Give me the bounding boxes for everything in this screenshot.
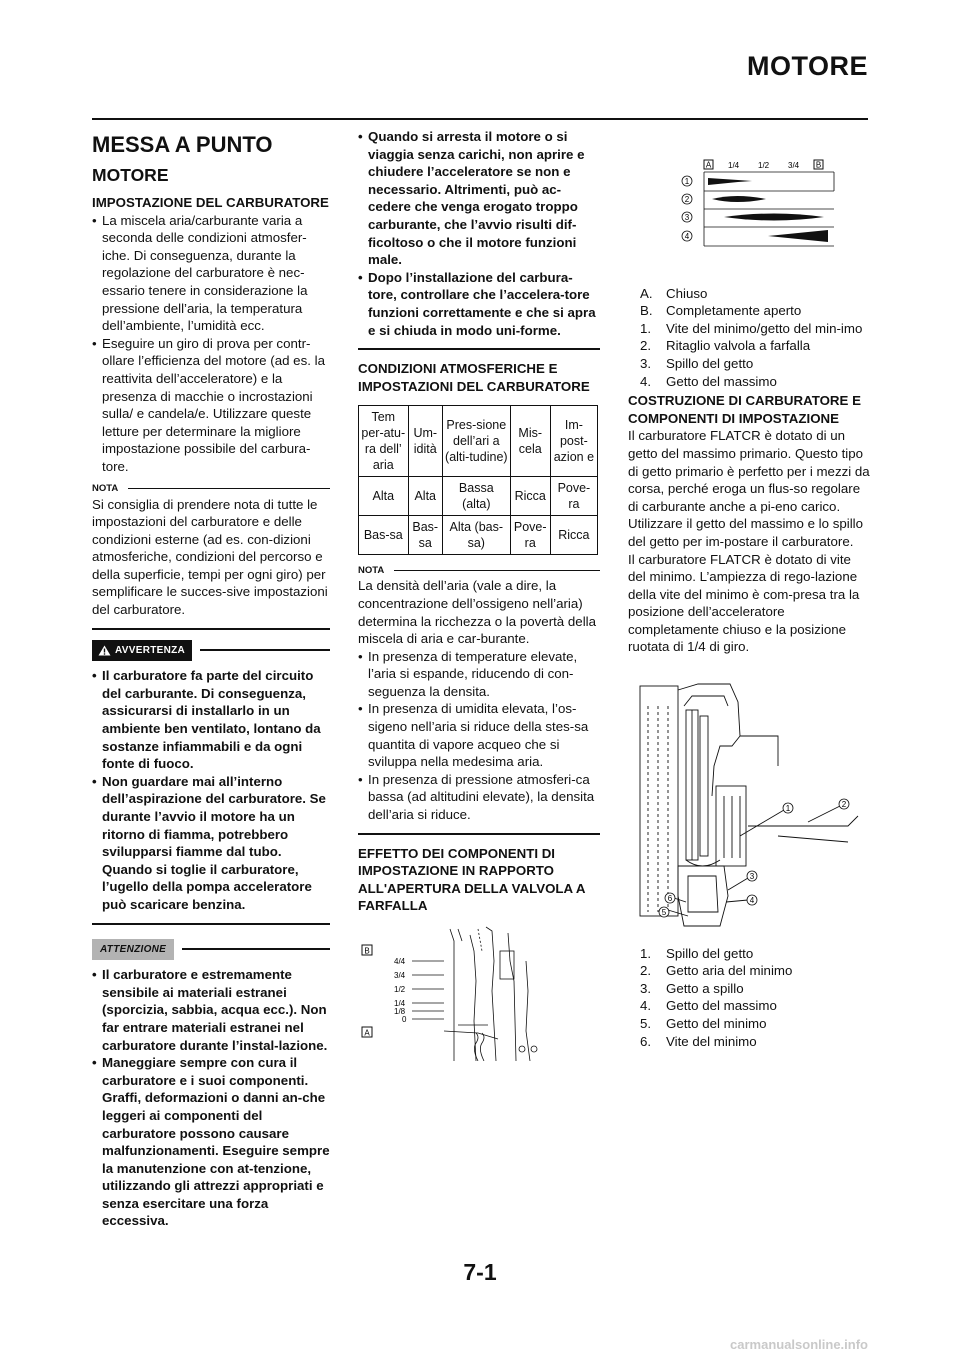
svg-text:B: B bbox=[364, 946, 370, 956]
divider bbox=[358, 348, 600, 350]
list-item: 4. Getto del massimo bbox=[640, 373, 777, 389]
jet-range-chart bbox=[664, 156, 874, 276]
caution-list bbox=[92, 966, 330, 1230]
list-item: • Eseguire un giro di prova per contr-ollare l’efficienza del motore (ad es. la reattivita dell’acceleratore) e la presenza di macchie o incrostazioni sulla/ e candela/e. Utilizzare queste letture per determinare la migliore impostazione possibile del carbura-tore. bbox=[92, 335, 330, 476]
list-item: 1. Spillo del getto bbox=[640, 945, 754, 961]
construction-heading: COSTRUZIONE DI CARBURATORE E COMPONENTI DI IMPOSTAZIONE bbox=[628, 393, 861, 426]
svg-text:3: 3 bbox=[749, 872, 755, 882]
list-item: • La miscela aria/carburante varia a seconda delle condizioni atmosfer-iche. Di conseguenza, durante la regolazione del carburatore è nec-essario tenere in considerazione la pressione dell’aria, la temperatura dell’ambiente, l’umidità ecc. bbox=[92, 212, 330, 335]
divider bbox=[92, 923, 330, 925]
note-text: La densità dell’aria (vale a dire, la concentrazione dell’ossigeno nell’aria) determina la ricchezza o la povertà della miscela di aria e car-burante. bbox=[358, 578, 596, 647]
caution-list-cont bbox=[358, 128, 600, 339]
table-cell: Tem per-atu-ra dell’ aria bbox=[359, 406, 409, 477]
svg-text:1/4: 1/4 bbox=[728, 161, 740, 170]
subtitle: MOTORE bbox=[92, 165, 169, 185]
table-cell: Im-post-azion e bbox=[550, 406, 597, 477]
svg-text:1/8: 1/8 bbox=[394, 1007, 406, 1016]
warning-triangle-icon bbox=[98, 645, 111, 656]
list-item: • Dopo l’installazione del carbura-tore, controllare che l’accelera-tore funzioni correttamente e che si apra e si chiuda in modo uni-forme. bbox=[358, 269, 600, 339]
svg-text:1/2: 1/2 bbox=[394, 985, 406, 994]
svg-text:5: 5 bbox=[661, 908, 667, 918]
table-cell: Bas-sa bbox=[359, 516, 409, 555]
note-label: NOTA bbox=[358, 564, 385, 576]
svg-text:4: 4 bbox=[684, 232, 690, 241]
table-cell: Bas-sa bbox=[408, 516, 442, 555]
carb-heading: IMPOSTAZIONE DEL CARBURATORE bbox=[92, 195, 329, 210]
chart-legend bbox=[638, 285, 870, 391]
throttle-opening-diagram bbox=[358, 921, 568, 1061]
section-title: MOTORE bbox=[746, 51, 868, 81]
table-cell: Pres-sione dell’ari a (alti-tudine) bbox=[442, 406, 510, 477]
paragraph: Il carburatore FLATCR è dotato di un getto del massimo primario. Questo tipo di getto primario è perfetto per i mezzi da corsa, perché eroga un flus-so regolare di carburante anche a pi-eno carico. Utilizzare il getto del massimo e lo spillo del getto per im-postare il carburatore. bbox=[628, 428, 870, 549]
note-header bbox=[92, 482, 330, 496]
table-row bbox=[359, 516, 598, 555]
svg-text:B: B bbox=[815, 160, 822, 170]
warning-badge: AVVERTENZA bbox=[92, 640, 192, 662]
table-header-row bbox=[359, 406, 598, 477]
svg-text:3: 3 bbox=[684, 213, 690, 222]
svg-text:3/4: 3/4 bbox=[394, 971, 406, 980]
atm-heading: CONDIZIONI ATMOSFERICHE E IMPOSTAZIONI DEL CARBURATORE bbox=[358, 361, 590, 394]
list-item: • Il carburatore e estremamente sensibile ai materiali estranei (sporcizia, sabbia, acqua ecc.). Non far entrare materiali estranei nel carburatore durante l’instal-lazione. bbox=[92, 966, 330, 1054]
svg-text:2: 2 bbox=[841, 800, 847, 810]
svg-text:A: A bbox=[364, 1028, 370, 1038]
svg-text:2: 2 bbox=[684, 195, 690, 204]
table-cell: Alta (bas-sa) bbox=[442, 516, 510, 555]
caution-badge: ATTENZIONE bbox=[92, 939, 174, 961]
table-cell: Um-idità bbox=[408, 406, 442, 477]
list-item: 5. Getto del minimo bbox=[640, 1016, 767, 1032]
intro-list bbox=[92, 212, 330, 476]
list-item: 2. Ritaglio valvola a farfalla bbox=[640, 338, 811, 354]
svg-text:4: 4 bbox=[749, 896, 755, 906]
caution-header bbox=[92, 939, 330, 961]
table-cell: Alta bbox=[359, 477, 409, 516]
parts-legend bbox=[638, 945, 870, 1051]
list-item: • In presenza di umidita elevata, l’os-sigeno nell’aria si riduce della stes-sa quantita di vapore acqueo che si sviluppa nella medesima aria. bbox=[358, 700, 600, 770]
svg-text:1: 1 bbox=[684, 177, 690, 186]
svg-text:1/2: 1/2 bbox=[758, 161, 770, 170]
table-cell: Bassa (alta) bbox=[442, 477, 510, 516]
note-label: NOTA bbox=[92, 482, 119, 494]
list-item: B. Completamente aperto bbox=[640, 303, 802, 319]
list-item: • Il carburatore fa parte del circuito del carburante. Di conseguenza, assicurarsi di installarlo in un ambiente ben ventilato, lontano da sostanze infiammabili e da ogni fonte di fuoco. bbox=[92, 667, 330, 773]
table-cell: Mis-cela bbox=[510, 406, 550, 477]
divider bbox=[92, 628, 330, 630]
svg-text:1/4: 1/4 bbox=[394, 999, 406, 1008]
list-item: 2. Getto aria del minimo bbox=[640, 963, 793, 979]
carburator-cross-section-figure bbox=[628, 676, 868, 936]
list-item: A. Chiuso bbox=[640, 285, 708, 301]
note-header bbox=[358, 563, 600, 577]
table-cell: Ricca bbox=[510, 477, 550, 516]
list-item: 1. Vite del minimo/getto del min-imo bbox=[640, 320, 863, 336]
svg-text:3/4: 3/4 bbox=[788, 161, 800, 170]
svg-text:0: 0 bbox=[402, 1015, 407, 1024]
warning-list bbox=[92, 667, 330, 913]
divider bbox=[358, 833, 600, 835]
column-1 bbox=[92, 128, 330, 1230]
list-item: 3. Getto a spillo bbox=[640, 980, 744, 996]
effect-heading: EFFETTO DEI COMPONENTI DI IMPOSTAZIONE IN RAPPORTO ALL'APERTURA DELLA VALVOLA A FARFALLA bbox=[358, 845, 585, 914]
column-2 bbox=[358, 128, 600, 1066]
table-cell: Pove-ra bbox=[510, 516, 550, 555]
table-cell: Ricca bbox=[550, 516, 597, 555]
page-number: 7-1 bbox=[463, 1259, 497, 1285]
table-cell: Pove-ra bbox=[550, 477, 597, 516]
svg-text:6: 6 bbox=[667, 894, 673, 904]
warning-header bbox=[92, 640, 330, 662]
svg-text:1: 1 bbox=[785, 804, 791, 814]
list-item: • Maneggiare sempre con cura il carburatore e i suoi componenti. Graffi, deformazioni o danni an-che leggeri ai componenti del carburatore possono causare malfunzionamenti. Eseguire sempre la manutenzione con at-tenzione, utilizzando gli attrezzi appropriati e senza esercitare una forza eccessiva. bbox=[92, 1054, 330, 1230]
page-title: MESSA A PUNTO bbox=[92, 132, 273, 157]
atm-table bbox=[358, 405, 598, 555]
list-item: • In presenza di pressione atmosferi-ca bassa (ad altitudini elevate), la densita dell’aria si riduce. bbox=[358, 771, 600, 824]
list-item: 6. Vite del minimo bbox=[640, 1033, 757, 1049]
paragraph: Il carburatore FLATCR è dotato di vite del minimo. L’ampiezza di rego-lazione della vite del minimo è com-presa tra la posizione dell’acceleratore completamente chiuso e la posizione ruotata di 1/4 di giro. bbox=[628, 551, 860, 655]
svg-text:A: A bbox=[705, 160, 712, 170]
list-item: • Quando si arresta il motore o si viaggia senza carichi, non aprire e chiudere l’acceleratore se non e necessario. Altrimenti, può ac-cedere che venga erogato troppo carburante, che l’avvio risulti dif-ficoltoso o che il motore funzioni male. bbox=[358, 128, 600, 269]
list-item: • In presenza di temperature elevate, l’aria si espande, riducendo di con-seguenza la densita. bbox=[358, 648, 600, 701]
list-item: 4. Getto del massimo bbox=[640, 998, 777, 1014]
table-cell: Alta bbox=[408, 477, 442, 516]
column-3 bbox=[628, 128, 870, 1050]
list-item: 3. Spillo del getto bbox=[640, 355, 754, 371]
note-list bbox=[358, 648, 600, 824]
watermark: carmanualsonline.info bbox=[730, 1337, 868, 1352]
list-item: • Non guardare mai all’interno dell’aspirazione del carburatore. Se durante l’avvio il motore ha un ritorno di fiamma, potrebbero svilupparsi fiamme dal tubo. Quando si toglie il carburatore, l’ugello della pompa acceleratore può scaricare benzina. bbox=[92, 773, 330, 914]
svg-text:4/4: 4/4 bbox=[394, 957, 406, 966]
table-row bbox=[359, 477, 598, 516]
note-text: Si consiglia di prendere nota di tutte le impostazioni del carburatore e delle condizioni esterne (ad es. con-dizioni atmosferiche, condizioni del percorso e della superficie, tempi per ogni giro) per semplificare le succes-sive impostazioni del carburatore. bbox=[92, 496, 328, 618]
header-rule bbox=[92, 118, 868, 120]
